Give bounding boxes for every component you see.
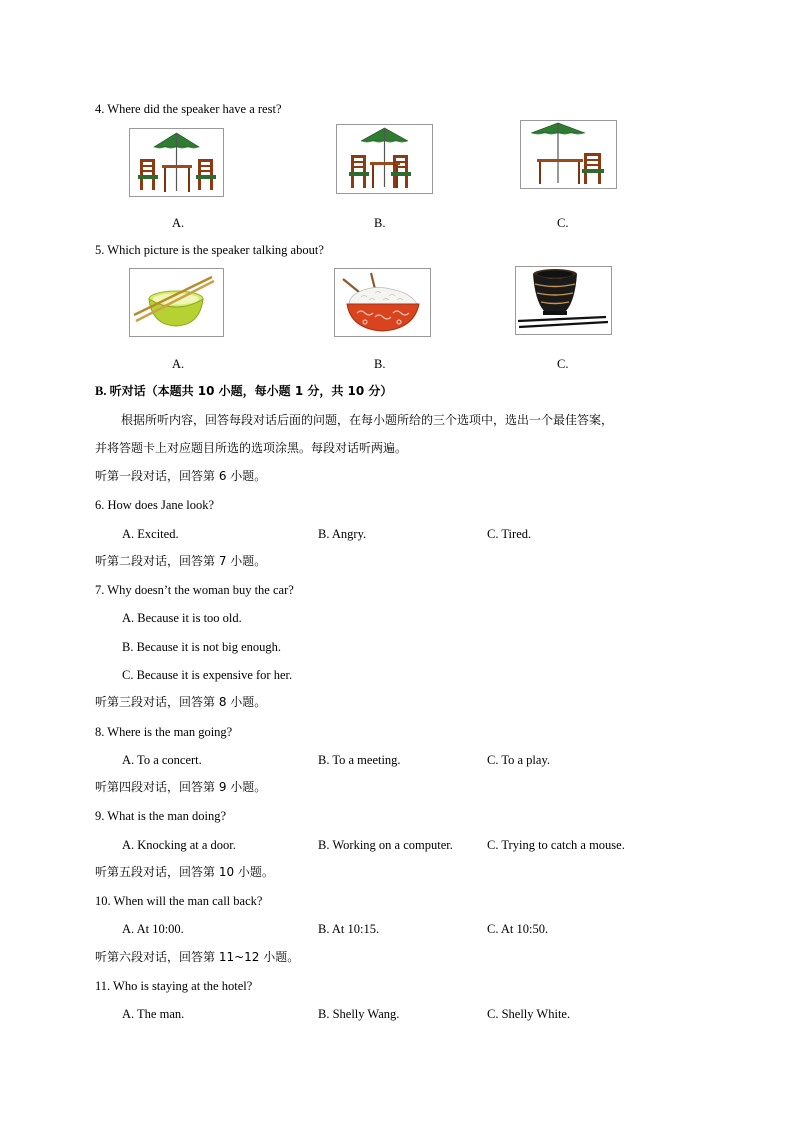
table-umbrella-chairs-icon [521, 121, 616, 188]
q7-option-c: C. Because it is expensive for her. [122, 668, 293, 682]
dialogue-1-heading: 听第一段对话，回答第 6 小题。 [95, 469, 267, 483]
q5-option-b-image [334, 268, 431, 337]
q8-option-b: B. To a meeting. [318, 753, 401, 767]
q5-option-b-label: B. [374, 357, 386, 371]
q10-stem: 10. When will the man call back? [95, 894, 263, 908]
q10-option-a: A. At 10:00. [122, 922, 184, 936]
q4-option-b-image [336, 124, 433, 194]
q7-option-a: A. Because it is too old. [122, 611, 242, 625]
q6-option-b: B. Angry. [318, 527, 367, 541]
q5-stem: 5. Which picture is the speaker talking about? [95, 243, 324, 257]
section-b-instruction-line1: 根据所听内容，回答每段对话后面的问题，在每小题所给的三个选项中，选出一个最佳答案， [121, 413, 614, 427]
section-b-letter: B. [95, 384, 107, 398]
table-umbrella-chairs-icon [337, 125, 432, 193]
q5-option-c-image [515, 266, 612, 335]
section-b-heading-text: 听对话（本题共 10 小题，每小题 1 分，共 10 分） [109, 384, 393, 398]
q8-stem: 8. Where is the man going? [95, 725, 233, 739]
section-b-instruction-line2: 并将答题卡上对应题目所选的选项涂黑。每段对话听两遍。 [95, 441, 408, 455]
q5-option-c-label: C. [557, 357, 569, 371]
q6-stem: 6. How does Jane look? [95, 498, 215, 512]
bowl-chopsticks-icon [130, 269, 223, 336]
dialogue-4-heading: 听第四段对话，回答第 9 小题。 [95, 780, 267, 794]
q6-option-c: C. Tired. [487, 527, 532, 541]
q4-stem: 4. Where did the speaker have a rest? [95, 102, 282, 116]
q10-option-c: C. At 10:50. [487, 922, 549, 936]
dialogue-3-heading: 听第三段对话，回答第 8 小题。 [95, 695, 267, 709]
table-umbrella-chairs-icon [130, 129, 223, 196]
q4-option-b-label: B. [374, 216, 386, 230]
q4-option-a-image [129, 128, 224, 197]
q11-stem: 11. Who is staying at the hotel? [95, 979, 253, 993]
q7-stem: 7. Why doesn’t the woman buy the car? [95, 583, 294, 597]
section-b-heading [95, 383, 392, 399]
q4-option-a-label: A. [172, 216, 185, 230]
q6-option-a: A. Excited. [122, 527, 179, 541]
q9-stem: 9. What is the man doing? [95, 809, 226, 823]
q7-option-b: B. Because it is not big enough. [122, 640, 282, 654]
dialogue-5-heading: 听第五段对话，回答第 10 小题。 [95, 865, 274, 879]
q5-option-a-image [129, 268, 224, 337]
q9-option-c: C. Trying to catch a mouse. [487, 838, 625, 852]
q8-option-c: C. To a play. [487, 753, 551, 767]
q11-option-c: C. Shelly White. [487, 1007, 571, 1021]
q4-option-c-label: C. [557, 216, 569, 230]
q4-option-c-image [520, 120, 617, 189]
dialogue-6-heading: 听第六段对话，回答第 11~12 小题。 [95, 950, 300, 964]
q11-option-b: B. Shelly Wang. [318, 1007, 400, 1021]
q8-option-a: A. To a concert. [122, 753, 202, 767]
q9-option-a: A. Knocking at a door. [122, 838, 236, 852]
cup-chopsticks-icon [516, 267, 611, 334]
dialogue-2-heading: 听第二段对话，回答第 7 小题。 [95, 554, 267, 568]
q5-option-a-label: A. [172, 357, 185, 371]
q11-option-a: A. The man. [122, 1007, 185, 1021]
q10-option-b: B. At 10:15. [318, 922, 380, 936]
rice-bowl-chopsticks-icon [335, 269, 430, 336]
q9-option-b: B. Working on a computer. [318, 838, 453, 852]
